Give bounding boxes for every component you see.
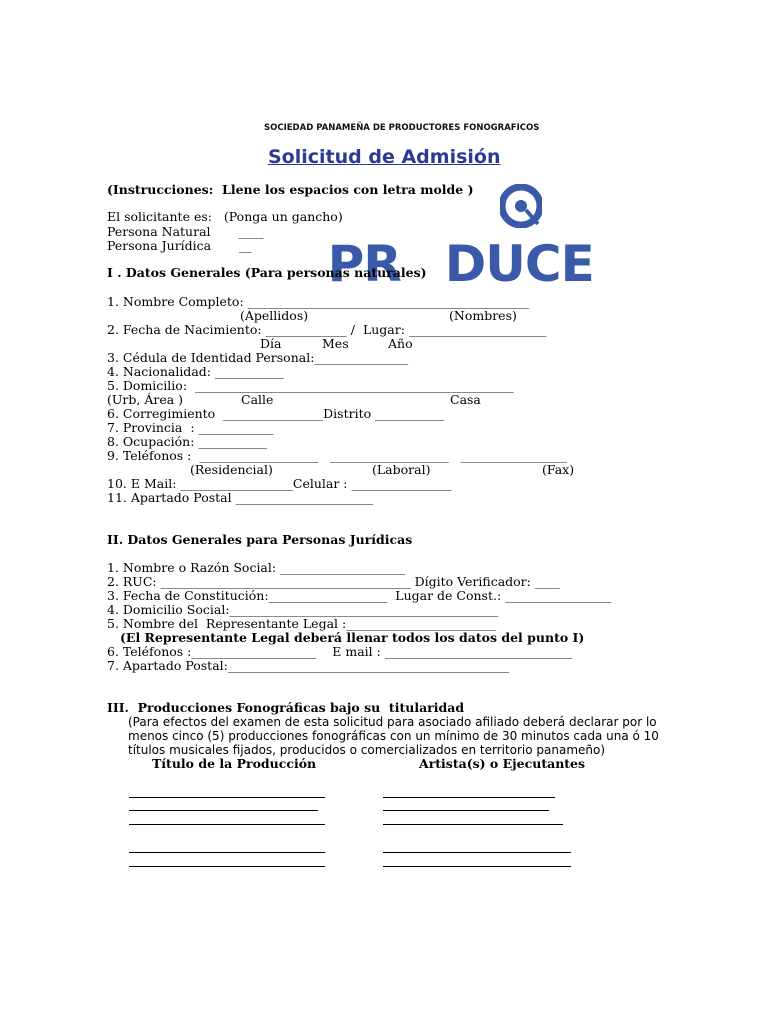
fax-caption: (Fax)	[542, 462, 575, 477]
form-title: Solicitud de Admisión	[268, 146, 501, 168]
company-name-field[interactable]: 1. Nombre o Razón Social: ____________________	[107, 560, 406, 575]
applicant-type-line: El solicitante es: (Ponga un gancho)	[107, 209, 343, 224]
address-field[interactable]: 5. Domicilio: ___________________________________________________	[107, 378, 514, 393]
year-caption: Año	[388, 336, 413, 351]
nationality-field[interactable]: 4. Nacionalidad: ___________	[107, 364, 284, 379]
residential-caption: (Residencial)	[190, 462, 273, 477]
legal-rep-field[interactable]: 5. Nombre del Representante Legal :________________________	[107, 616, 497, 631]
ruc-field[interactable]: 2. RUC: ________________________________________ Dígito Verificador: ____	[107, 574, 560, 589]
section3-paragraph-1: (Para efectos del examen de esta solicitud para asociado afiliado deberá declarar por lo	[128, 715, 657, 729]
corregimiento-field[interactable]: 6. Corregimiento ________________Distrito ___________	[107, 406, 444, 421]
artists-line[interactable]	[383, 810, 549, 811]
company-address-field[interactable]: 4. Domicilio Social:___________________________________________	[107, 602, 499, 617]
birth-date-field[interactable]: 2. Fecha de Nacimiento: _____________ / Lugar: ______________________	[107, 322, 547, 337]
street-caption: Calle	[241, 392, 274, 407]
artists-line[interactable]	[383, 797, 555, 798]
province-field[interactable]: 7. Provincia : ____________	[107, 420, 274, 435]
constitution-field[interactable]: 3. Fecha de Constitución:___________________ Lugar de Const.: _________________	[107, 588, 612, 603]
section2-heading: II. Datos Generales para Personas Jurídicas	[107, 532, 413, 547]
production-title-line[interactable]	[129, 810, 318, 811]
po-box-field[interactable]: 11. Apartado Postal ______________________	[107, 490, 374, 505]
area-caption: (Urb, Área )	[107, 392, 184, 407]
instructions: (Instrucciones: Llene los espacios con letra molde )	[107, 182, 474, 197]
production-title-line[interactable]	[129, 866, 325, 867]
applicant-juridica-option[interactable]: Persona Jurídica __	[107, 238, 252, 253]
company-phones-field[interactable]: 6. Teléfonos :____________________ E mail : ______________________________	[107, 644, 573, 659]
full-name-field[interactable]: 1. Nombre Completo: _____________________________________________	[107, 294, 529, 309]
legal-rep-note: (El Representante Legal deberá llenar todos los datos del punto I)	[120, 630, 585, 645]
occupation-field[interactable]: 8. Ocupación: ___________	[107, 434, 268, 449]
artists-line[interactable]	[383, 824, 563, 825]
given-names-caption: (Nombres)	[449, 308, 517, 323]
production-title-line[interactable]	[129, 824, 325, 825]
logo-subtitle: SOCIEDAD PANAMEÑA DE PRODUCTORES FONOGRAFICOS	[264, 123, 540, 133]
work-caption: (Laboral)	[372, 462, 431, 477]
email-mobile-field[interactable]: 10. E Mail: __________________Celular : ________________	[107, 476, 452, 491]
production-title-line[interactable]	[129, 797, 325, 798]
section3-paragraph-2: menos cinco (5) producciones fonográficas con un mínimo de 30 minutos cada una ó 10	[128, 729, 659, 743]
surname-caption: (Apellidos)	[240, 308, 309, 323]
section3-heading: III. Producciones Fonográficas bajo su titularidad	[107, 700, 465, 715]
section1-heading: I . Datos Generales (Para personas naturales)	[107, 265, 427, 280]
production-title-line[interactable]	[129, 852, 325, 853]
id-card-field[interactable]: 3. Cédula de Identidad Personal:_______________	[107, 350, 409, 365]
artists-line[interactable]	[383, 852, 571, 853]
section3-paragraph-3: títulos musicales fijados, producidos o comercializados en territorio panameño)	[128, 743, 606, 757]
day-caption: Día	[260, 336, 282, 351]
company-po-box-field[interactable]: 7. Apartado Postal:_____________________________________________	[107, 658, 510, 673]
logo-wordmark: PR DUCE	[262, 66, 594, 351]
artists-header: Artista(s) o Ejecutantes	[419, 756, 586, 771]
artists-line[interactable]	[383, 866, 571, 867]
house-caption: Casa	[450, 392, 481, 407]
applicant-natural-option[interactable]: Persona Natural ____	[107, 224, 264, 239]
month-caption: Mes	[322, 336, 349, 351]
production-title-header: Título de la Producción	[152, 756, 317, 771]
phones-field[interactable]: 9. Teléfonos : ___________________ ___________________ _________________	[107, 448, 567, 463]
